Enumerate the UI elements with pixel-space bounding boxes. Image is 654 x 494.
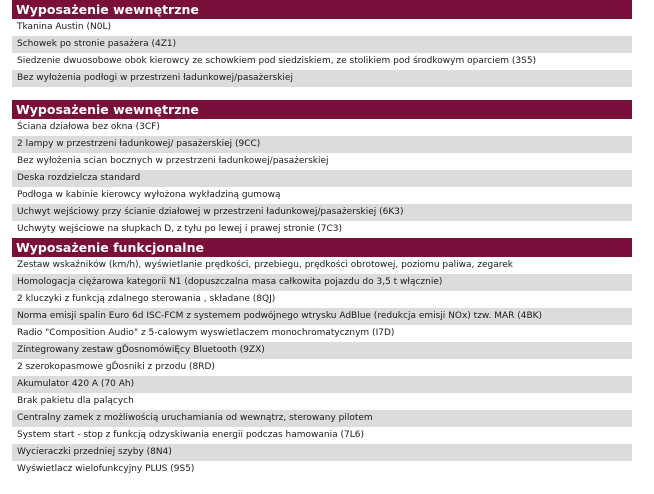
section-interior-1 bbox=[12, 0, 632, 87]
list-item: Wyświetlacz wielofunkcyjny PLUS (9S5) bbox=[17, 464, 195, 474]
list-item: Wycieraczki przedniej szyby (8N4) bbox=[12, 444, 632, 461]
list-item: Schowek po stronie pasażera (4Z1) bbox=[12, 36, 632, 53]
list-item: Centralny zamek z możliwością uruchamiania od wewnątrz, sterowany pilotem bbox=[12, 410, 632, 427]
list-item: Podłoga w kabinie kierowcy wyłożona wykładziną gumową bbox=[17, 190, 281, 200]
section-header: Wyposażenie funkcjonalne bbox=[12, 238, 632, 257]
section-interior-2 bbox=[12, 100, 632, 238]
section-header: Wyposażenie wewnętrzne bbox=[12, 0, 632, 19]
list-item: Tkanina Austin (N0L) bbox=[17, 22, 111, 32]
list-item: Bez wyłożenia scian bocznych w przestrzeni ładunkowej/pasażerskiej bbox=[17, 156, 329, 166]
list-item: Deska rozdzielcza standard bbox=[12, 170, 632, 187]
list-item: 2 kluczyki z funkcją zdalnego sterowania , składane (8QJ) bbox=[17, 294, 276, 304]
list-item: Brak pakietu dla palących bbox=[17, 396, 134, 406]
list-item: Uchwyty wejściowe na słupkach D, z tyłu po lewej i prawej stronie (7C3) bbox=[17, 224, 342, 234]
list-item: Siedzenie dwuosobowe obok kierowcy ze schowkiem pod siedziskiem, ze stolikiem pod środkowym oparciem (3S5) bbox=[17, 56, 537, 66]
list-item: Uchwyt wejściowy przy ścianie działowej w przestrzeni ładunkowej/pasażerskiej (6K3) bbox=[12, 204, 632, 221]
section-header: Wyposażenie wewnętrzne bbox=[12, 100, 632, 119]
list-item: Radio "Composition Audio" z 5-calowym wyswietlaczem monochromatycznym (I7D) bbox=[17, 328, 395, 338]
list-item: Homologacja ciężarowa kategorii N1 (dopuszczalna masa całkowita pojazdu do 3,5 t włącznie) bbox=[12, 274, 632, 291]
list-item: 2 lampy w przestrzeni ładunkowej/ pasażerskiej (9CC) bbox=[12, 136, 632, 153]
list-item: System start - stop z funkcją odzyskiwania energii podczas hamowania (7L6) bbox=[17, 430, 364, 440]
list-item: Ściana działowa bez okna (3CF) bbox=[17, 122, 160, 132]
list-item: Norma emisji spalin Euro 6d ISC-FCM z systemem podwójnego wtrysku AdBlue (redukcja emisji NOx) tzw. MAR (4BK) bbox=[12, 308, 632, 325]
section-functional bbox=[12, 238, 632, 478]
list-item: Zintegrowany zestaw gĎosnomówiĘcy Bluetooth (9ZX) bbox=[12, 342, 632, 359]
list-item: Bez wyłożenia podłogi w przestrzeni ładunkowej/pasażerskiej bbox=[12, 70, 632, 87]
list-item: Akumulator 420 A (70 Ah) bbox=[12, 376, 632, 393]
list-item: 2 szerokopasmowe gĎosniki z przodu (8RD) bbox=[17, 362, 215, 372]
list-item: Zestaw wskaźników (km/h), wyświetlanie prędkości, przebiegu, prędkości obrotowej, poziomu paliwa, zegarek bbox=[17, 260, 513, 270]
